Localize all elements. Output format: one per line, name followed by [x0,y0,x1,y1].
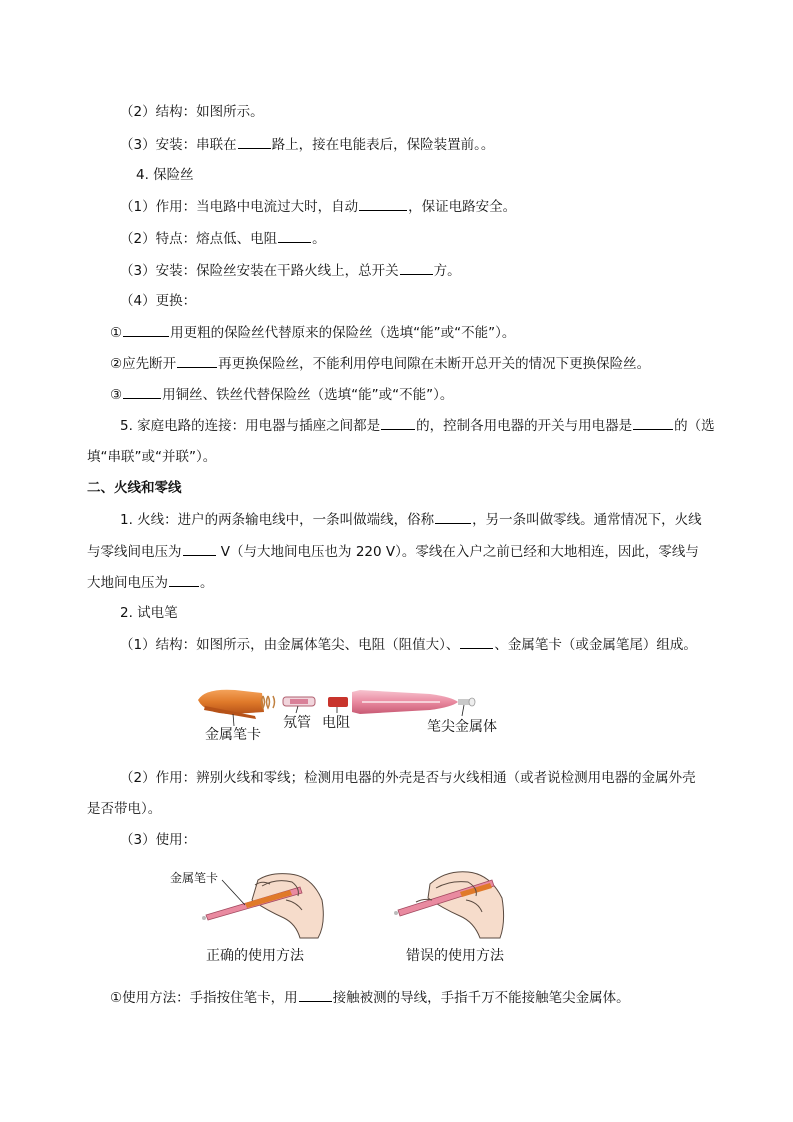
connection-line: 5. 家庭电路的连接：用电器与插座之间都是 的，控制各用电器的开关与用电器是 的（选 [120,415,715,436]
label-neon-tube: 氖管 [283,715,311,731]
test-pen-structure: （1）结构：如图所示，由金属体笔尖、电阻（阻值大）、 、金属笔卡（或金属笔尾）组成。 [120,634,697,655]
fuse-heading: 4. 保险丝 [136,167,194,183]
label-metal-clip-2: 金属笔卡 [170,871,219,885]
metal-tip-shape [458,699,470,705]
label-metal-tip: 笔尖金属体 [427,719,497,735]
label-resistor: 电阻 [322,715,350,731]
caption-wrong-usage: 错误的使用方法 [406,948,504,964]
caption-correct-usage: 正确的使用方法 [206,948,304,964]
section-heading: 二、火线和零线 [87,480,182,496]
install-line: （3）安装：串联在 路上，接在电能表后，保险装置前。。 [120,134,494,155]
live-wire-line-3: 大地间电压为 。 [87,572,214,593]
usage-method-line: ①使用方法：手指按住笔卡，用 接触被测的导线，手指千万不能接触笔尖金属体。 [110,987,630,1008]
test-pen-usage: （3）使用： [120,832,197,848]
structure-line: （2）结构：如图所示。 [120,104,264,120]
wrong-usage-image [394,872,504,938]
replace-item-3: ③ 用铜丝、铁丝代替保险丝（选填“能”或“不能”）。 [110,384,453,405]
test-pen-heading: 2. 试电笔 [120,605,178,621]
live-wire-line-1: 1. 火线：进户的两条输电线中，一条叫做端线，俗称 ，另一条叫做零线。通常情况下，火线 [120,509,702,530]
correct-usage-image [202,874,323,938]
test-pen-function-2: 是否带电）。 [87,801,162,817]
replace-item-2: ②应先断开 再更换保险丝，不能利用停电间隙在未断开总开关的情况下更换保险丝。 [110,353,650,374]
fuse-feature: （2）特点：熔点低、电阻 。 [120,228,326,249]
resistor-shape [328,697,348,707]
blank [299,987,332,1002]
test-pen-function-1: （2）作用：辨别火线和零线；检测用电器的外壳是否与火线相通（或者说检测用电器的金属外壳 [120,770,696,786]
fuse-replace: （4）更换： [120,293,197,309]
spring-shape [262,696,275,708]
connection-line-cont: 填“串联”或“并联”）。 [87,449,217,465]
fuse-function: （1）作用：当电路中电流过大时，自动 ，保证电路安全。 [120,196,516,217]
label-metal-clip: 金属笔卡 [205,727,261,743]
replace-item-1: ① 用更粗的保险丝代替原来的保险丝（选填“能”或“不能”）。 [110,322,515,343]
fuse-install: （3）安装：保险丝安装在干路火线上，总开关 方。 [120,260,461,281]
live-wire-line-2: 与零线间电压为 V（与大地间电压也为 220 V）。零线在入户之前已经和大地相连，因此，零线与 [87,541,699,562]
